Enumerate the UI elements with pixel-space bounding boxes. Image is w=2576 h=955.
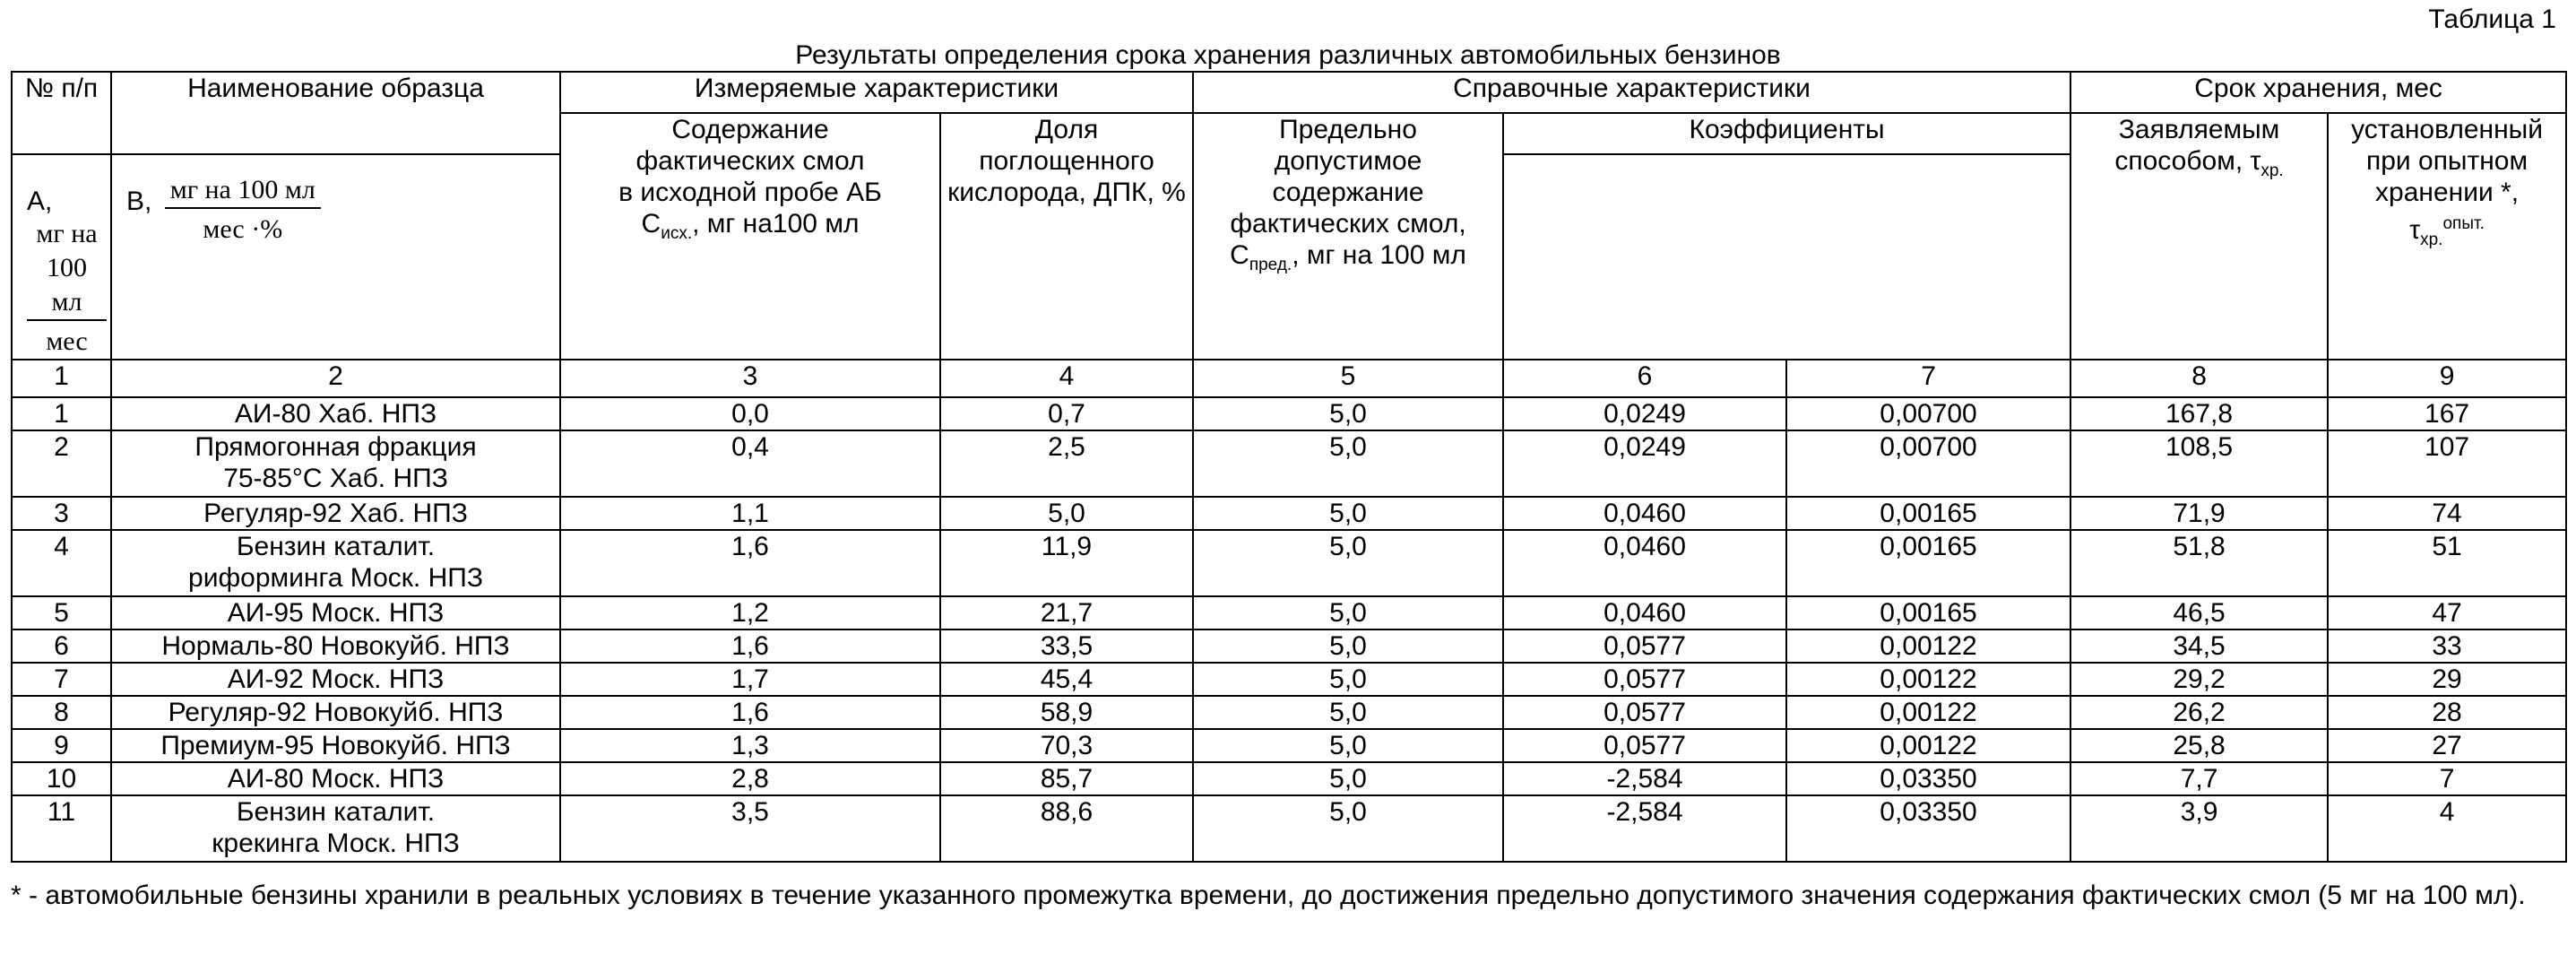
value-cell-c5: 5,0 bbox=[1193, 530, 1503, 596]
value-cell-c7: 0,00122 bbox=[1786, 696, 2070, 729]
value-cell-c6: 0,0460 bbox=[1503, 596, 1786, 629]
value-cell-c6: 0,0577 bbox=[1503, 696, 1786, 729]
value-cell-c5: 5,0 bbox=[1193, 762, 1503, 795]
value-cell-c8: 29,2 bbox=[2070, 663, 2328, 696]
value-cell-c8: 46,5 bbox=[2070, 596, 2328, 629]
value-cell-c9: 47 bbox=[2328, 596, 2566, 629]
row-number-cell: 1 bbox=[12, 397, 111, 430]
value-cell-c4: 88,6 bbox=[940, 795, 1193, 862]
sample-name-cell: Регуляр-92 Новокуйб. НПЗ bbox=[111, 696, 560, 729]
row-number-cell: 3 bbox=[12, 497, 111, 530]
value-cell-c6: 0,0249 bbox=[1503, 430, 1786, 497]
value-cell-c6: 0,0577 bbox=[1503, 729, 1786, 762]
table-row bbox=[12, 663, 2566, 696]
value-cell-c3: 0,0 bbox=[560, 397, 940, 430]
value-cell-c3: 1,6 bbox=[560, 530, 940, 596]
header-col-num: № п/п bbox=[12, 72, 111, 154]
value-cell-c8: 167,8 bbox=[2070, 397, 2328, 430]
header-coef-b: В, $\frac{\text{мг на 100 мл}}{\text{мес ·\%}}$ bbox=[111, 154, 560, 360]
value-cell-c9: 74 bbox=[2328, 497, 2566, 530]
value-cell-c7: 0,00122 bbox=[1786, 629, 2070, 663]
value-cell-c7: 0,00165 bbox=[1786, 596, 2070, 629]
table-row bbox=[12, 497, 2566, 530]
value-cell-c5: 5,0 bbox=[1193, 729, 1503, 762]
sample-name-cell: АИ-92 Моск. НПЗ bbox=[111, 663, 560, 696]
value-cell-c9: 7 bbox=[2328, 762, 2566, 795]
sample-name-cell: АИ-80 Моск. НПЗ bbox=[111, 762, 560, 795]
value-cell-c9: 51 bbox=[2328, 530, 2566, 596]
column-number: 3 bbox=[560, 360, 940, 397]
value-cell-c8: 34,5 bbox=[2070, 629, 2328, 663]
value-cell-c6: -2,584 bbox=[1503, 762, 1786, 795]
table-label: Таблица 1 bbox=[2428, 4, 2556, 34]
value-cell-c8: 25,8 bbox=[2070, 729, 2328, 762]
value-cell-c4: 70,3 bbox=[940, 729, 1193, 762]
value-cell-c3: 1,1 bbox=[560, 497, 940, 530]
header-established: установленный при опытном хранении *, $\tau_{хр.}^{опыт.}$ bbox=[2328, 113, 2566, 360]
header-limit: Предельно допустимое содержание фактических смол, $С_{пред.}$, мг на 100 мл bbox=[1193, 113, 1503, 360]
column-number: 9 bbox=[2328, 360, 2566, 397]
value-cell-c3: 1,3 bbox=[560, 729, 940, 762]
value-cell-c7: 0,00165 bbox=[1786, 530, 2070, 596]
value-cell-c5: 5,0 bbox=[1193, 795, 1503, 862]
header-resins: Содержание фактических смол в исходной пробе АБ $С_{исх.}$, мг на100 мл bbox=[560, 113, 940, 360]
table-row bbox=[12, 795, 2566, 862]
value-cell-c4: 45,4 bbox=[940, 663, 1193, 696]
column-number: 6 bbox=[1503, 360, 1786, 397]
value-cell-c4: 33,5 bbox=[940, 629, 1193, 663]
value-cell-c5: 5,0 bbox=[1193, 497, 1503, 530]
value-cell-c3: 3,5 bbox=[560, 795, 940, 862]
value-cell-c3: 1,7 bbox=[560, 663, 940, 696]
sample-name-cell: Нормаль-80 Новокуйб. НПЗ bbox=[111, 629, 560, 663]
results-table bbox=[11, 71, 2567, 863]
column-number: 5 bbox=[1193, 360, 1503, 397]
value-cell-c8: 71,9 bbox=[2070, 497, 2328, 530]
value-cell-c8: 51,8 bbox=[2070, 530, 2328, 596]
value-cell-c5: 5,0 bbox=[1193, 596, 1503, 629]
header-group-measured: Измеряемые характеристики bbox=[560, 72, 1193, 113]
sample-name-cell: Прямогонная фракция 75-85°С Хаб. НПЗ bbox=[111, 430, 560, 497]
sample-name-cell: Премиум-95 Новокуйб. НПЗ bbox=[111, 729, 560, 762]
row-number-cell: 8 bbox=[12, 696, 111, 729]
value-cell-c9: 107 bbox=[2328, 430, 2566, 497]
column-number: 2 bbox=[111, 360, 560, 397]
value-cell-c9: 27 bbox=[2328, 729, 2566, 762]
value-cell-c4: 2,5 bbox=[940, 430, 1193, 497]
sample-name-cell: АИ-95 Моск. НПЗ bbox=[111, 596, 560, 629]
row-number-cell: 11 bbox=[12, 795, 111, 862]
value-cell-c3: 1,6 bbox=[560, 629, 940, 663]
column-number: 8 bbox=[2070, 360, 2328, 397]
value-cell-c7: 0,03350 bbox=[1786, 795, 2070, 862]
header-group-reference: Справочные характеристики bbox=[1193, 72, 2070, 113]
value-cell-c4: 85,7 bbox=[940, 762, 1193, 795]
column-number: 7 bbox=[1786, 360, 2070, 397]
header-coef-a: А, $\frac{\text{мг на 100 мл}}{\text{мес}}$ bbox=[12, 154, 111, 360]
table-row bbox=[12, 762, 2566, 795]
sample-name-cell: Бензин каталит. крекинга Моск. НПЗ bbox=[111, 795, 560, 862]
row-number-cell: 5 bbox=[12, 596, 111, 629]
row-number-cell: 2 bbox=[12, 430, 111, 497]
value-cell-c6: 0,0460 bbox=[1503, 497, 1786, 530]
sample-name-cell: Бензин каталит. риформинга Моск. НПЗ bbox=[111, 530, 560, 596]
row-number-cell: 10 bbox=[12, 762, 111, 795]
value-cell-c6: -2,584 bbox=[1503, 795, 1786, 862]
value-cell-c7: 0,03350 bbox=[1786, 762, 2070, 795]
value-cell-c9: 167 bbox=[2328, 397, 2566, 430]
sample-name-cell: АИ-80 Хаб. НПЗ bbox=[111, 397, 560, 430]
value-cell-c9: 33 bbox=[2328, 629, 2566, 663]
value-cell-c7: 0,00122 bbox=[1786, 729, 2070, 762]
header-group-storage: Срок хранения, мес bbox=[2070, 72, 2566, 113]
value-cell-c4: 0,7 bbox=[940, 397, 1193, 430]
header-col-name: Наименование образца bbox=[111, 72, 560, 154]
table-row bbox=[12, 696, 2566, 729]
value-cell-c5: 5,0 bbox=[1193, 629, 1503, 663]
table-row bbox=[12, 729, 2566, 762]
value-cell-c7: 0,00122 bbox=[1786, 663, 2070, 696]
value-cell-c6: 0,0577 bbox=[1503, 663, 1786, 696]
header-coefficients: Коэффициенты bbox=[1503, 113, 2070, 154]
value-cell-c7: 0,00700 bbox=[1786, 397, 2070, 430]
value-cell-c7: 0,00700 bbox=[1786, 430, 2070, 497]
value-cell-c3: 0,4 bbox=[560, 430, 940, 497]
value-cell-c3: 2,8 bbox=[560, 762, 940, 795]
table-row bbox=[12, 397, 2566, 430]
value-cell-c4: 5,0 bbox=[940, 497, 1193, 530]
row-number-cell: 9 bbox=[12, 729, 111, 762]
value-cell-c8: 3,9 bbox=[2070, 795, 2328, 862]
table-row bbox=[12, 629, 2566, 663]
value-cell-c9: 29 bbox=[2328, 663, 2566, 696]
value-cell-c3: 1,2 bbox=[560, 596, 940, 629]
value-cell-c6: 0,0460 bbox=[1503, 530, 1786, 596]
sample-name-cell: Регуляр-92 Хаб. НПЗ bbox=[111, 497, 560, 530]
value-cell-c5: 5,0 bbox=[1193, 696, 1503, 729]
value-cell-c4: 58,9 bbox=[940, 696, 1193, 729]
footnote: * - автомобильные бензины хранили в реальных условиях в течение указанного промежутка времени, до достижения предельно допустимого значения содержания фактических смол (5 мг на 100 мл). bbox=[11, 881, 2526, 910]
value-cell-c5: 5,0 bbox=[1193, 397, 1503, 430]
value-cell-c8: 7,7 bbox=[2070, 762, 2328, 795]
value-cell-c5: 5,0 bbox=[1193, 430, 1503, 497]
row-number-cell: 7 bbox=[12, 663, 111, 696]
table-row bbox=[12, 430, 2566, 497]
value-cell-c6: 0,0577 bbox=[1503, 629, 1786, 663]
column-numbers-row bbox=[12, 360, 2566, 397]
value-cell-c9: 28 bbox=[2328, 696, 2566, 729]
row-number-cell: 6 bbox=[12, 629, 111, 663]
header-declared: Заявляемым способом, $\tau_{хр.}$ bbox=[2070, 113, 2328, 360]
column-number: 1 bbox=[12, 360, 111, 397]
value-cell-c8: 108,5 bbox=[2070, 430, 2328, 497]
row-number-cell: 4 bbox=[12, 530, 111, 596]
table-row bbox=[12, 530, 2566, 596]
value-cell-c4: 11,9 bbox=[940, 530, 1193, 596]
value-cell-c3: 1,6 bbox=[560, 696, 940, 729]
value-cell-c9: 4 bbox=[2328, 795, 2566, 862]
column-number: 4 bbox=[940, 360, 1193, 397]
value-cell-c8: 26,2 bbox=[2070, 696, 2328, 729]
table-row bbox=[12, 596, 2566, 629]
value-cell-c6: 0,0249 bbox=[1503, 397, 1786, 430]
value-cell-c5: 5,0 bbox=[1193, 663, 1503, 696]
value-cell-c4: 21,7 bbox=[940, 596, 1193, 629]
table-title: Результаты определения срока хранения различных автомобильных бензинов bbox=[795, 40, 1781, 70]
value-cell-c7: 0,00165 bbox=[1786, 497, 2070, 530]
header-oxygen: Доля поглощенного кислорода, ДПК, % bbox=[940, 113, 1193, 360]
